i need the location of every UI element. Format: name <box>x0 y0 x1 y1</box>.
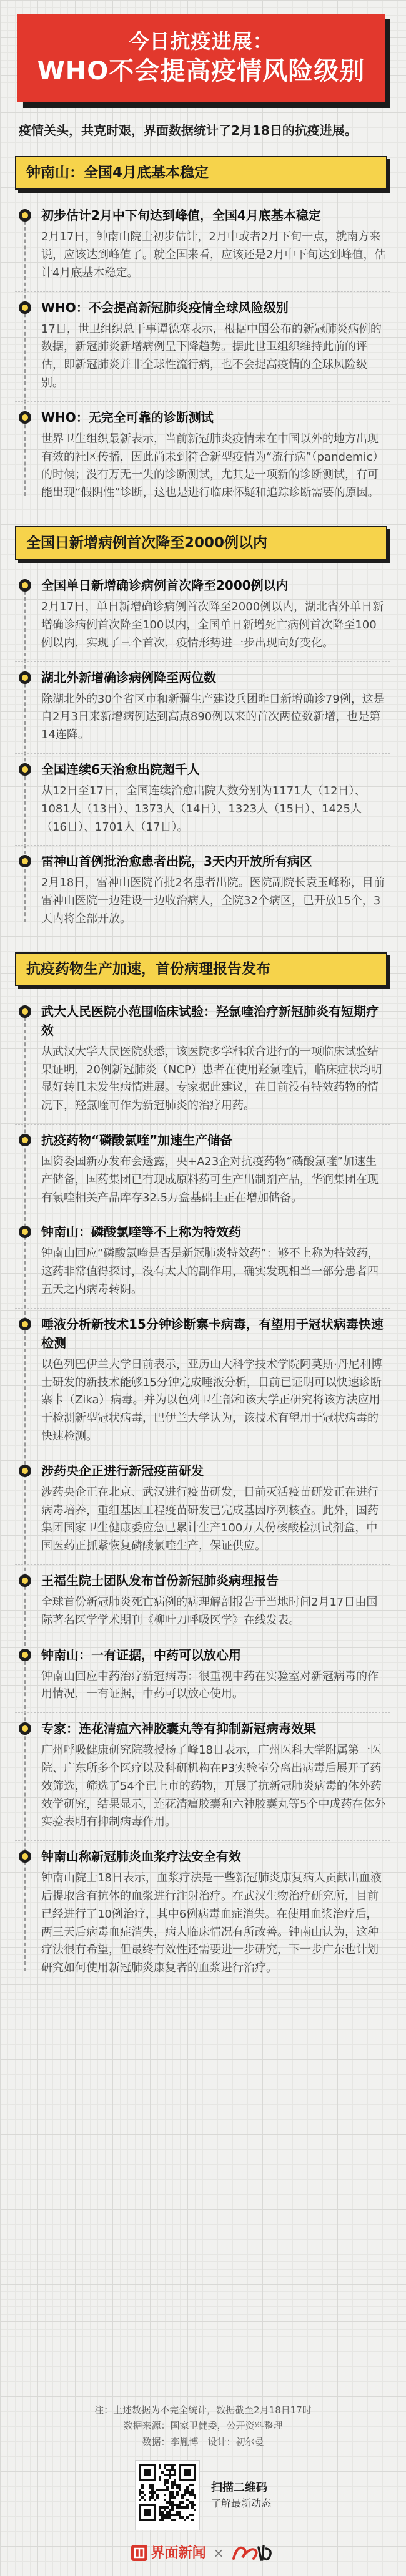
bullet-icon <box>19 301 31 314</box>
bullet-icon <box>19 579 31 592</box>
item-title: 钟南山称新冠肺炎血浆疗法安全有效 <box>41 1849 241 1865</box>
item-body: 钟南山回应“磷酸氯喹是否是新冠肺炎特效药”：够不上称为特效药，这药非常值得探讨，没有太大的副作用，确实发现相当一部分患者四五天之内病毒转阴。 <box>41 1247 379 1297</box>
item-body: 钟南山回应中药治疗新冠病毒：很重视中药在实验室对新冠病毒的作用情况，一有证据，中药可以放心使用。 <box>41 1669 379 1701</box>
bullet-icon <box>19 671 31 684</box>
item-body: 以色列巴伊兰大学日前表示，亚历山大科学技术学院阿莫斯·丹尼利博士研发的新技术能够15分钟完成唾液分析，目前已证明可以快速诊断寨卡（Zika）病毒。并为以色列卫生部和该大学正研究将该方法应用于检测新型冠状病毒，巴伊兰大学认为，该技术有望用于冠状病毒的快速检测。 <box>41 1357 382 1443</box>
item-body: 从武汉大学人民医院获悉，该医院多学科联合进行的一项临床试验结果证明，20例新冠肺炎（NCP）患者在使用羟氯喹后，临床症状均明显好转且未发生病情进展。专家据此建议，在目前没有特效药物的情况下，羟氯喹可作为新冠肺炎的治疗用药。 <box>41 1045 382 1113</box>
item-body: 全球首份新冠肺炎死亡病例的病理解剖报告于当地时间2月17日由国际著名医学学术期刊《柳叶刀呼吸医学》在线发表。 <box>41 1596 378 1627</box>
section-2 <box>0 526 406 937</box>
qr-caption <box>211 2479 271 2511</box>
item-title: 钟南山：一有证据，中药可以放心用 <box>41 1647 241 1662</box>
title-line-1: 今日抗疫进展： <box>129 29 274 54</box>
bullet-icon <box>19 1850 31 1863</box>
item-title: 专家：连花清瘟六神胶囊丸等有抑制新冠病毒效果 <box>41 1721 316 1737</box>
item-title: 钟南山：磷酸氯喹等不上称为特效药 <box>41 1224 241 1240</box>
bullet-icon <box>19 1649 31 1661</box>
item-list <box>15 570 390 937</box>
item-title: 抗疫药物“磷酸氯喹”加速生产储备 <box>41 1133 233 1148</box>
bullet-icon <box>19 1134 31 1146</box>
qr-row <box>0 2460 406 2530</box>
qr-code-icon <box>139 2464 196 2521</box>
item-title: WHO：不会提高新冠肺炎疫情全球风险级别 <box>41 300 289 315</box>
bullet-icon <box>19 411 31 424</box>
item-body: 世界卫生组织最新表示，当前新冠肺炎疫情未在中国以外的地方出现有效的社区传播，因此尚未到符合新型疫情为“流行病”（pandemic）的时候；没有万无一失的诊断测试，尤其是一项新的诊断测试，有可能出现“假阴性”诊断，这也是进行临床怀疑和追踪诊断需要的原因。 <box>41 432 384 500</box>
jiemian-logo <box>131 2542 206 2565</box>
footer-credits: 数据：李胤博 设计：初尔曼 <box>142 2436 264 2447</box>
bullet-icon <box>19 1722 31 1735</box>
news-item <box>15 1125 390 1216</box>
bullet-icon <box>19 1226 31 1238</box>
qr-caption-line-2: 了解最新动态 <box>210 2497 271 2509</box>
news-item <box>15 570 390 661</box>
sections-container <box>0 156 406 1986</box>
item-body: 钟南山院士18日表示，血浆疗法是一些新冠肺炎康复病人贡献出血液后提取含有抗体的血浆进行注射治疗。在武汉生物治疗研究所，目前已经进行了10例治疗，其中6例病毒血症消失。在使用血浆治疗后，两三天后病毒血症消失，病人临床情况有所改善。钟南山认为，这种疗法很有希望，但最终有效性还需要进一步研究，下一步广东也计划研究如何使用新冠肺炎康复者的血浆进行治疗。 <box>41 1871 382 1975</box>
bullet-icon <box>19 1465 31 1477</box>
qr-caption-line-1: 扫描二维码 <box>210 2481 267 2494</box>
section-heading: 抗疫药物生产加速，首份病理报告发布 <box>15 952 387 986</box>
news-item <box>15 1216 390 1308</box>
item-list <box>15 200 390 511</box>
news-item <box>15 996 390 1125</box>
news-item <box>15 846 390 937</box>
footer <box>0 2403 406 2565</box>
item-body: 国资委国新办发布会透露，央+A23企对抗疫药物“磷酸氯喹”加速生产储备，国药集团已有现成原料药可生产出制剂产品，华润集团在现有氯喹相关产品库存32.5万盒基础上正在增加储备。 <box>41 1155 379 1204</box>
news-item <box>15 1713 390 1841</box>
item-title: 王福生院士团队发布首份新冠肺炎病理报告 <box>41 1573 279 1589</box>
jiemian-logo-icon <box>131 2545 147 2561</box>
section-3 <box>0 952 406 1986</box>
bullet-icon <box>19 1574 31 1587</box>
item-body: 2月17日，钟南山院士初步估计，2月中或者2月下旬一点，就南方来说，应该达到峰值了。就全国来看，应该还是2月中下旬达到峰值，估计4月底基本稳定。 <box>41 230 386 280</box>
section-heading: 全国日新增病例首次降至2000例以内 <box>15 526 387 560</box>
item-title: WHO：无完全可靠的诊断测试 <box>41 409 214 425</box>
news-item <box>15 402 390 511</box>
item-body: 涉药央企正在北京、武汉进行疫苗研发，目前灭活疫苗研发正在进行病毒培养，重组基因工程疫苗研发已完成基因序列核查。此外，国药集团国家卫生健康委应急已累计生产100万人份核酸检测试剂盒，中国医药正抓紧恢复磷酸氯喹生产，保证供应。 <box>41 1485 379 1553</box>
item-title: 湖北外新增确诊病例降至两位数 <box>41 670 216 685</box>
jiemian-logo-text: 界面新闻 <box>151 2545 206 2561</box>
item-title: 雷神山首例批治愈患者出院，3天内开放所有病区 <box>41 854 312 869</box>
news-item <box>15 1639 390 1714</box>
title-block <box>17 14 385 102</box>
footer-note: 注：上述数据为不完全统计，数据截至2月18日17时 <box>94 2404 312 2416</box>
title-banner <box>17 14 385 102</box>
item-body: 广州呼吸健康研究院教授杨子峰18日表示，广州医科大学附属第一医院、广东所多个医疗以及科研机构在P3实验室分离出病毒后展开了药效筛选，筛选了54个已上市的药物，开展了抗新冠肺炎病毒的体外药效学研究，结果显示，连花清瘟胶囊和六神胶囊丸等5个中成药在体外实验表明有抑制病毒作用。 <box>41 1744 386 1829</box>
item-title: 全国连续6天治愈出院超千人 <box>41 761 200 777</box>
bullet-icon <box>19 855 31 867</box>
news-item <box>15 754 390 846</box>
footer-source: 数据来源：国家卫健委，公开资料整理 <box>123 2420 283 2432</box>
news-item <box>15 1841 390 1986</box>
item-title: 唾液分析新技术15分钟诊断寨卡病毒，有望用于冠状病毒快速检测 <box>41 1316 384 1350</box>
news-item <box>15 1309 390 1455</box>
brand-row <box>0 2542 406 2565</box>
item-list <box>15 996 390 1986</box>
news-item <box>15 662 390 754</box>
bullet-icon <box>19 1005 31 1018</box>
item-title: 涉药央企正进行新冠疫苗研发 <box>41 1463 204 1478</box>
qr-code <box>135 2460 200 2530</box>
news-item <box>15 292 390 402</box>
partner-logo <box>231 2542 275 2564</box>
bullet-icon <box>19 763 31 776</box>
news-item <box>15 1455 390 1565</box>
brand-separator: × <box>213 2545 224 2561</box>
item-title: 全国单日新增确诊病例首次降至2000例以内 <box>41 578 289 593</box>
item-body: 2月18日，雷神山医院首批2名患者出院。医院副院长袁玉峰称，目前雷神山医院一边建设一边收治病人，全院32个病区，已开放15个，3天内将全部开放。 <box>41 876 385 925</box>
item-body: 17日，世卫组织总干事谭德塞表示，根据中国公布的新冠肺炎病例的数据，新冠肺炎新增病例呈下降趋势。据此世卫组织维持此前的评估，即新冠肺炎并非全球性流行病，也不会提高疫情的全球风险级别。 <box>41 322 382 389</box>
section-1 <box>0 156 406 511</box>
section-heading: 钟南山：全国4月底基本稳定 <box>15 156 387 190</box>
intro-text: 疫情关头，共克时艰，界面数据统计了2月18日的抗疫进展。 <box>19 123 357 138</box>
item-title: 武大人民医院小范围临床试验：羟氯喹治疗新冠肺炎有短期疗效 <box>41 1003 379 1038</box>
item-body: 从12日至17日，全国连续治愈出院人数分别为1171人（12日）、1081人（13日）、1373人（14日）、1323人（15日）、1425人（16日）、1701人（17日）。 <box>41 784 366 834</box>
item-title: 初步估计2月中下旬达到峰值，全国4月底基本稳定 <box>41 208 321 223</box>
item-body: 2月17日，单日新增确诊病例首次降至2000例以内，湖北省外单日新增确诊病例首次降至100以内，全国单日新增死亡病例首次降至100例以内，实现了三个首次，疫情形势进一步出现向好变化。 <box>41 600 384 650</box>
bullet-icon <box>19 209 31 222</box>
news-item <box>15 1565 390 1639</box>
title-line-2: WHO不会提高疫情风险级别 <box>37 56 365 85</box>
bullet-icon <box>19 1318 31 1330</box>
news-item <box>15 200 390 291</box>
item-body: 除湖北外的30个省区市和新疆生产建设兵团昨日新增确诊79例，这是自2月3日来新增病例达到高点890例以来的首次两位数新增，也是第14连降。 <box>41 692 385 742</box>
